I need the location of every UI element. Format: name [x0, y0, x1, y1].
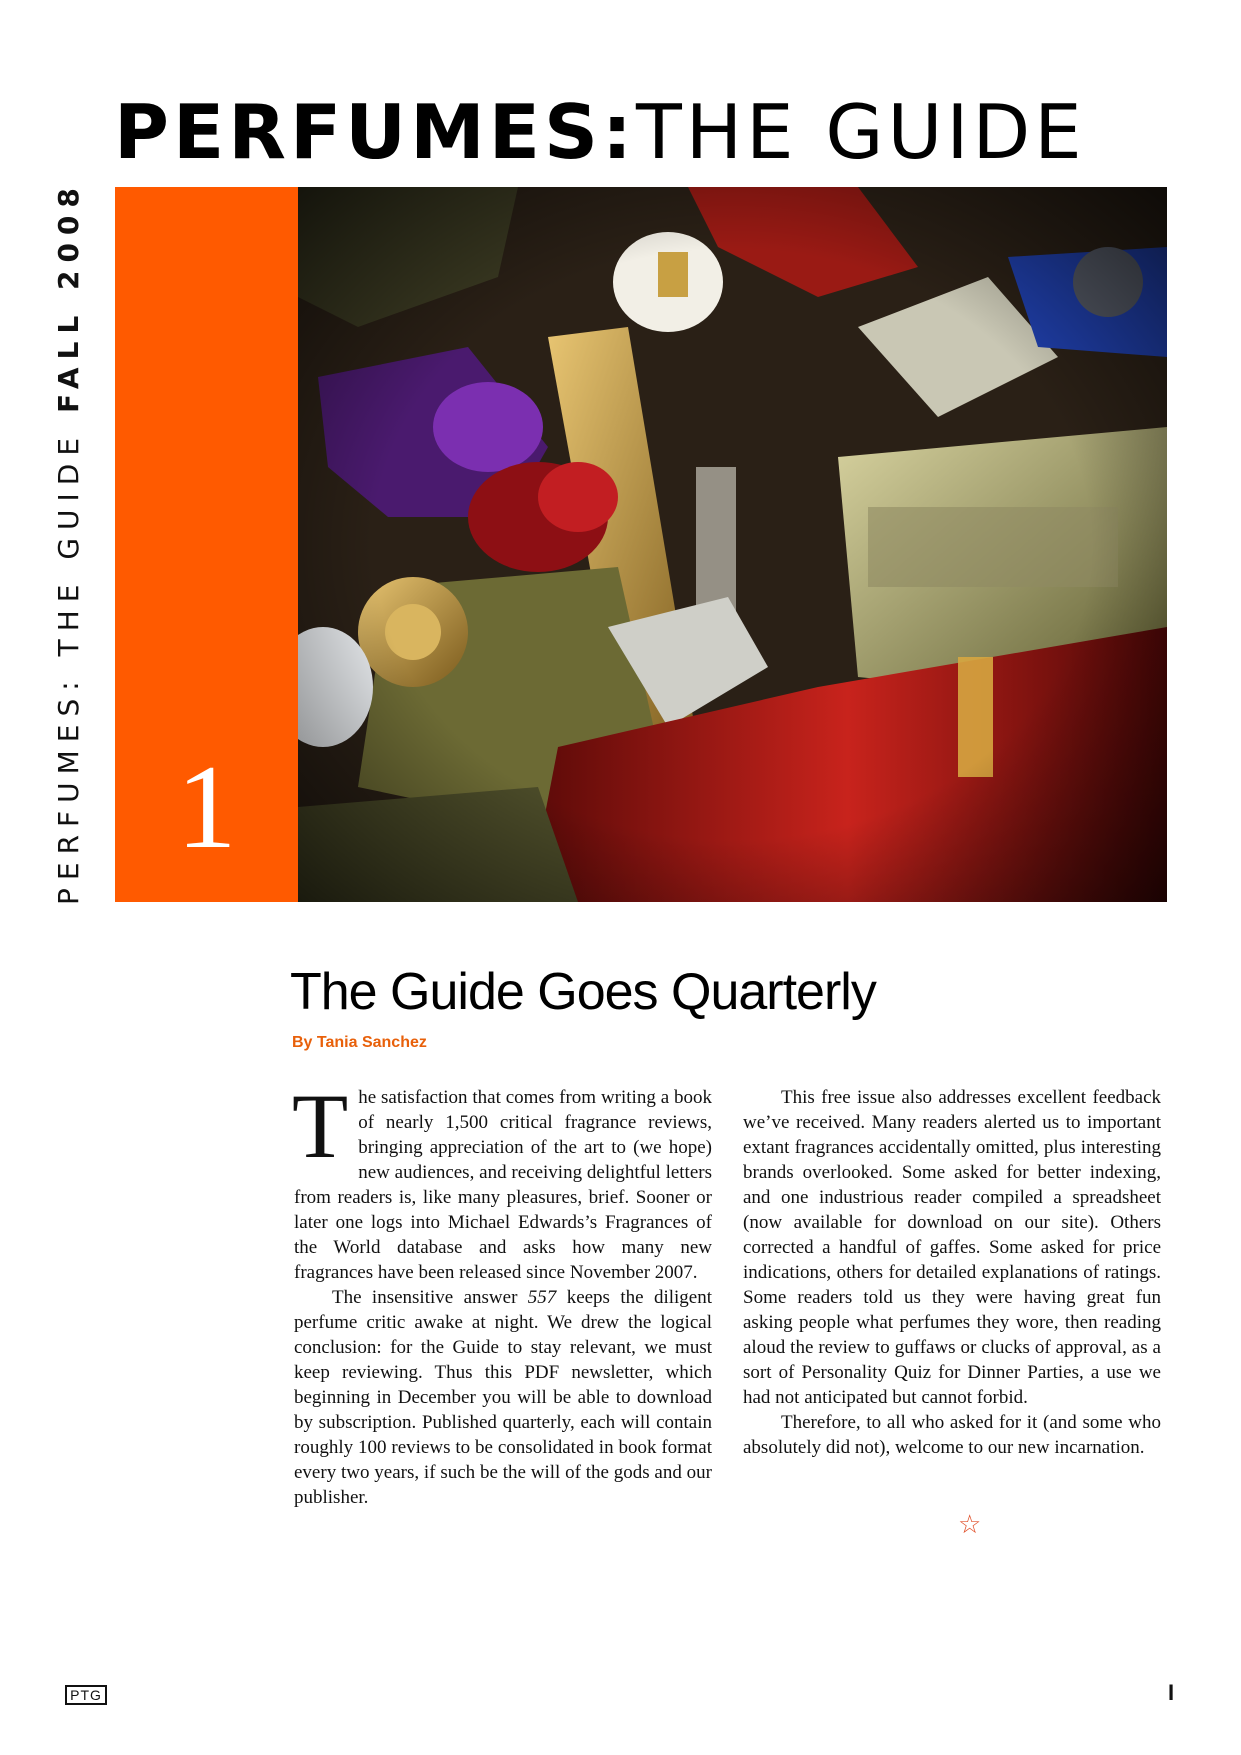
spine-season: FALL 2008	[52, 180, 85, 414]
spine-title: PERFUMES: THE GUIDE	[52, 413, 85, 905]
article-column-right	[743, 1085, 1161, 1460]
article-paragraph	[292, 1075, 712, 1285]
paragraph-text: he satisfaction that comes from writing a book of nearly 1,500 critical fragrance reviews, bringing appreciation of the art to (we hope) new audiences, and receiving delightful letters from readers is, like many pleasures, brief. Sooner or later one logs into Michael Edwards’s Fragrances of the World database and asks how many new fragrances have been released since November 2007.	[294, 1087, 712, 1283]
issue-panel	[115, 187, 298, 902]
star-outline-icon: ☆	[958, 1510, 982, 1539]
emphasized-number: 557	[527, 1287, 557, 1308]
perfume-bottles-photo	[298, 187, 1167, 902]
masthead-title-light: THE GUIDE	[635, 88, 1086, 176]
drop-cap: T	[292, 1075, 349, 1177]
article-title: The Guide Goes Quarterly	[290, 963, 876, 1021]
spine-running-title	[49, 180, 89, 905]
page-number: I	[1168, 1680, 1175, 1705]
masthead-title-bold: PERFUMES:	[114, 88, 636, 176]
ptg-logo: PTG	[65, 1685, 107, 1705]
article-paragraph	[294, 1285, 712, 1510]
article-column-left	[292, 1075, 712, 1510]
issue-number: 1	[176, 740, 237, 873]
paragraph-text: The insensitive answer	[332, 1287, 528, 1308]
masthead-title	[114, 88, 1166, 176]
article-paragraph: This free issue also addresses excellent feedback we’ve received. Many readers alerted us to important extant fragrances accidentally omitted, plus interesting brands overlooked. Some asked for better indexing, and one industrious reader compiled a spreadsheet (now available for download on our site). Others corrected a handful of gaffes. Some asked for price indications, others for detailed explanations of ratings. Some readers told us they were having great fun asking people what perfumes they wore, then reading aloud the review to guffaws or clucks of approval, as a sort of Personality Quiz for Dinner Parties, a use we had not anticipated but cannot forbid.	[743, 1087, 1161, 1408]
article-paragraph: Therefore, to all who asked for it (and some who absolutely did not), welcome to our new incarnation.	[743, 1412, 1161, 1458]
article-byline: By Tania Sanchez	[292, 1034, 427, 1051]
paragraph-text: keeps the diligent perfume critic awake at night. We drew the logical conclusion: for the Guide to stay relevant, we must keep reviewing. Thus this PDF newsletter, which beginning in December you will be able to download by subscription. Published quarterly, each will contain roughly 100 reviews to be consolidated in book format every two years, if such be the will of the gods and our publisher.	[294, 1287, 712, 1508]
